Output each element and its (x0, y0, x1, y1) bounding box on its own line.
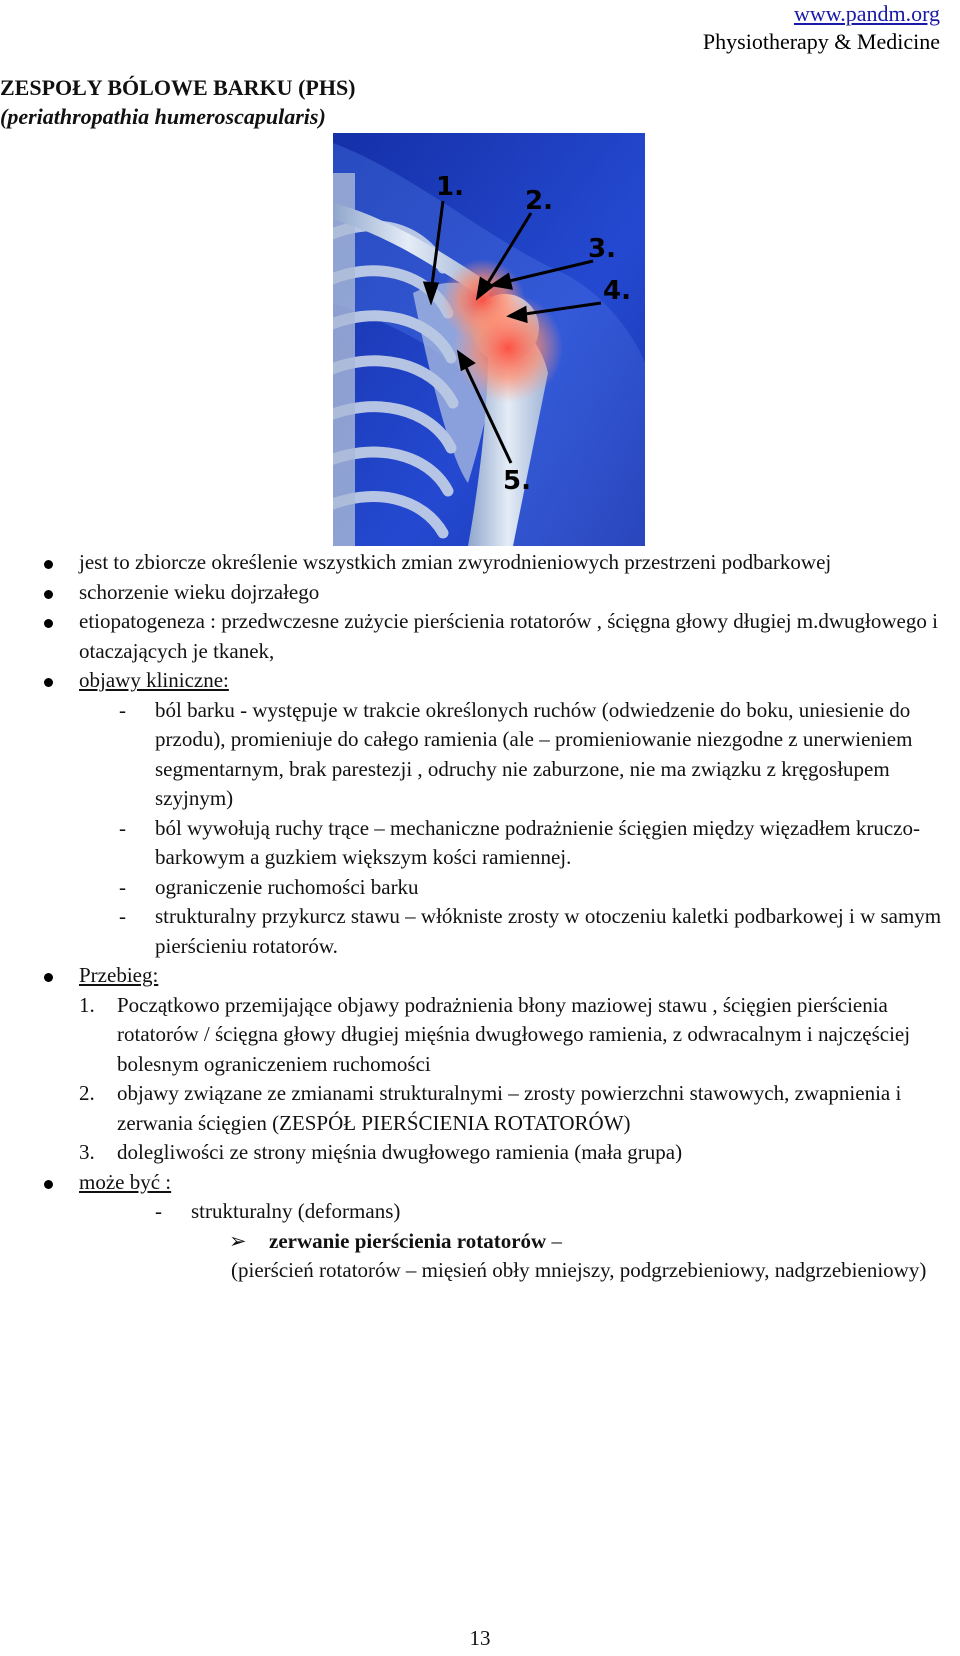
dash-marker: - (119, 874, 126, 899)
maybe-type (0, 1197, 960, 1227)
page-number: 13 (469, 1626, 491, 1650)
bullet-text: etiopatogeneza : przedwczesne zużycie pierścienia rotatorów , ścięgna głowy długiej m.dwugłowego i otaczających je tkanek, (79, 609, 938, 663)
figure-label-3: 3. (588, 234, 616, 264)
maybe-heading: może być : (79, 1169, 172, 1194)
bullet-icon (44, 619, 53, 628)
bullet-icon (44, 1180, 53, 1189)
document-body (0, 548, 960, 1286)
symptom-item (0, 814, 960, 873)
site-link[interactable]: www.pandm.org (793, 1, 940, 26)
symptom-text: ograniczenie ruchomości barku (155, 874, 419, 899)
bullet-item (0, 666, 960, 696)
course-text: dolegliwości ze strony mięśnia dwugłowego ramienia (mała grupa) (117, 1140, 683, 1164)
course-text: Początkowo przemijające objawy podrażnienia błony maziowej stawu , ścięgien pierścienia rotatorów / ścięgna głowy długiej mięśnia dwugłowego ramienia, z odwracalnym i najczęściej bolesnym ograniczeniem ruchomości (117, 992, 911, 1076)
bullet-icon (44, 678, 53, 687)
bullet-icon (44, 560, 53, 569)
symptom-text: ból wywołują ruchy trące – mechaniczne podrażnienie ścięgien między więzadłem kruczo- barkowym a guzkiem większym kości ramiennej. (155, 815, 920, 869)
header-subtitle: Physiotherapy & Medicine (702, 29, 940, 54)
symptom-text: ból barku - występuje w trakcie określonych ruchów (odwiedzenie do boku, uniesienie do przodu), promieniuje do całego ramienia (ale – promieniowanie niezgodne z unerwieniem segmentarnym, brak parestezji , odruchy nie zaburzone, nie ma związku z kręgosłupem szyjnym) (155, 697, 913, 810)
course-item (0, 1138, 960, 1168)
figure-label-2: 2. (525, 186, 553, 216)
bullet-item (0, 961, 960, 991)
maybe-item-suffix: – (546, 1228, 562, 1253)
dash-marker: - (119, 904, 126, 928)
figure-label-1: 1. (436, 172, 464, 202)
maybe-item-text: zerwanie pierścienia rotatorów (269, 1228, 547, 1253)
course-number: 1. (79, 992, 95, 1017)
bullet-item (0, 578, 960, 608)
dash-marker: - (155, 1199, 162, 1223)
maybe-description: (pierścień rotatorów – mięsień obły mniejszy, podgrzebieniowy, nadgrzebieniowy) (231, 1258, 927, 1282)
arrow-bullet-icon: ➢ (229, 1228, 247, 1253)
figure-label-4: 4. (603, 276, 631, 306)
shoulder-anatomy-image (333, 133, 645, 546)
symptom-item (0, 696, 960, 814)
course-item (0, 991, 960, 1080)
symptom-item (0, 873, 960, 903)
maybe-type-text: strukturalny (deformans) (191, 1199, 401, 1223)
page-header (703, 0, 940, 56)
bullet-item (0, 607, 960, 666)
course-number: 2. (79, 1081, 95, 1105)
course-text: objawy związane ze zmianami strukturalnymi – zrosty powierzchni stawowych, zwapnienia i zerwania ścięgien (ZESPÓŁ PIERŚCIENIA ROTATORÓW) (117, 1081, 902, 1135)
bullet-item (0, 1168, 960, 1198)
document-title (0, 73, 356, 131)
bullet-icon (44, 590, 53, 599)
dash-marker: - (119, 815, 126, 840)
dash-marker: - (119, 697, 126, 722)
symptoms-heading: objawy kliniczne: (79, 668, 229, 692)
bullet-item (0, 548, 960, 578)
symptom-item (0, 902, 960, 961)
symptom-text: strukturalny przykurcz stawu – włókniste zrosty w otoczeniu kaletki podbarkowej i w samym pierścieniu rotatorów. (155, 904, 942, 958)
bullet-text: jest to zbiorcze określenie wszystkich zmian zwyrodnieniowych przestrzeni podbarkowej (79, 550, 832, 574)
course-item (0, 1079, 960, 1138)
bullet-icon (44, 973, 53, 982)
course-heading: Przebieg: (79, 963, 159, 987)
title-line-1: ZESPOŁY BÓLOWE BARKU (PHS) (0, 75, 356, 100)
figure-label-5: 5. (503, 466, 531, 496)
maybe-item (0, 1227, 960, 1257)
bullet-text: schorzenie wieku dojrzałego (79, 579, 320, 604)
title-line-2: (periathropathia humeroscapularis) (0, 104, 326, 129)
course-number: 3. (79, 1140, 95, 1164)
